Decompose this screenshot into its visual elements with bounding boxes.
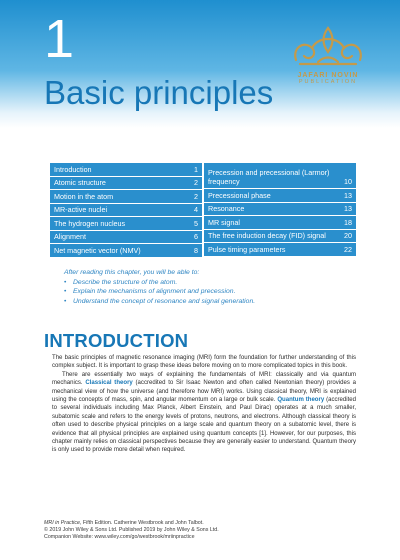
contents-column-left (50, 163, 202, 257)
contents-label: Introduction (54, 164, 92, 174)
contents-page: 22 (344, 244, 352, 254)
body-paragraph: The basic principles of magnetic resonance imaging (MRI) form the foundation for further understanding of this complex subject. It is important to grasp these ideas before moving on to more complicated topics in this book. (52, 355, 356, 370)
contents-row[interactable] (50, 204, 202, 217)
contents-label: The free induction decay (FID) signal (208, 231, 326, 241)
contents-page: 20 (344, 231, 352, 241)
contents-page: 2 (194, 178, 198, 188)
contents-page: 5 (194, 218, 198, 228)
contents-row[interactable] (50, 190, 202, 203)
logo-subtitle: PUBLICATION (298, 79, 358, 85)
contents-row[interactable] (50, 231, 202, 244)
footer-edition: , Fifth Edition. Catherine Westbrook and John Talbot. (79, 520, 204, 526)
body-text (52, 354, 356, 455)
contents-row[interactable] (50, 244, 202, 257)
term-classical-theory: Classical theory (85, 380, 133, 387)
contents-label: MR signal (208, 217, 240, 227)
contents-label: Precessional phase (208, 190, 271, 200)
contents-page: 13 (344, 204, 352, 214)
contents-row[interactable] (204, 243, 356, 256)
contents-label: The hydrogen nucleus (54, 218, 126, 228)
contents-row[interactable] (204, 189, 356, 202)
term-quantum-theory: Quantum theory (277, 397, 325, 404)
contents-row[interactable] (50, 163, 202, 176)
contents-page: 8 (194, 245, 198, 255)
contents-page: 13 (344, 190, 352, 200)
objective-item: • Understand the concept of resonance and signal generation. (64, 297, 354, 307)
contents-row[interactable] (204, 163, 356, 188)
contents-row[interactable] (204, 230, 356, 243)
contents-row[interactable] (50, 217, 202, 230)
contents-page: 6 (194, 232, 198, 242)
contents-label: Resonance (208, 204, 245, 214)
contents-row[interactable] (50, 177, 202, 190)
copyright-footer (44, 520, 344, 541)
contents-label: Atomic structure (54, 178, 106, 188)
footer-book-title: MRI in Practice (44, 520, 80, 526)
contents-page: 1 (194, 164, 198, 174)
contents-label: MR-active nuclei (54, 205, 108, 215)
footer-citation (44, 520, 344, 527)
body-paragraph (52, 371, 356, 455)
logo-name: JAFARI NOVIN (297, 72, 359, 79)
contents-page: 18 (344, 217, 352, 227)
contents-page: 4 (194, 205, 198, 215)
publisher-logo (282, 22, 374, 98)
contents-label: Precession and precessional (Larmor) frequency (208, 168, 330, 186)
objective-item: • Describe the structure of the atom. (64, 278, 354, 288)
contents-label: Net magnetic vector (NMV) (54, 245, 141, 255)
section-heading: INTRODUCTION (44, 330, 189, 351)
ornament-icon (288, 22, 368, 70)
body-segment: There are essentially two ways of explaining the fundamentals of MRI: classically and via quantum mechanics. (52, 371, 356, 387)
objectives-list (64, 278, 354, 307)
objectives-intro: After reading this chapter, you will be able to: (64, 269, 200, 276)
chapter-number: 1 (44, 9, 75, 69)
footer-copyright: © 2019 John Wiley & Sons Ltd. Published 2019 by John Wiley & Sons Ltd. (44, 527, 219, 533)
contents-label: Motion in the atom (54, 191, 114, 201)
chapter-contents-table (50, 163, 356, 257)
contents-page: 10 (344, 177, 352, 186)
contents-row[interactable] (204, 216, 356, 229)
chapter-title: Basic principles (44, 74, 274, 111)
body-segment: (accredited to several individuals including Max Planck, Albert Einstein, and Paul Dirac) operates at a much smaller, subatomic scale and refers to the energy levels of protons, neutrons, and electrons. Although classical theory is often used to describe physical principles on a large scale and quantum theory on a subatomic level, there is evidence that all physical principles are explained using quantum concepts [1]. However, for our purposes, this chapter mainly relies on classical perspectives because they are generally easier to understand. Quantum theory is only used to provide more detail when required. (52, 397, 356, 454)
footer-website[interactable]: Companion Website: www.wiley.com/go/westbrook/mriinpractice (44, 534, 195, 540)
contents-column-right (204, 163, 356, 257)
contents-row[interactable] (204, 203, 356, 216)
objective-item: • Explain the mechanisms of alignment and precession. (64, 287, 354, 297)
learning-objectives (64, 268, 354, 306)
contents-label: Alignment (54, 232, 86, 242)
contents-label: Pulse timing parameters (208, 244, 286, 254)
contents-page: 2 (194, 191, 198, 201)
body-segment: (accredited to Sir Isaac Newton and often called Newtonian theory) provides a mechanical view of how the universe (and therefore how MRI) works. Using classical theory, MRI is explained using the concepts of mass, spin, and angular momentum on a large or bulk scale. (52, 380, 356, 404)
